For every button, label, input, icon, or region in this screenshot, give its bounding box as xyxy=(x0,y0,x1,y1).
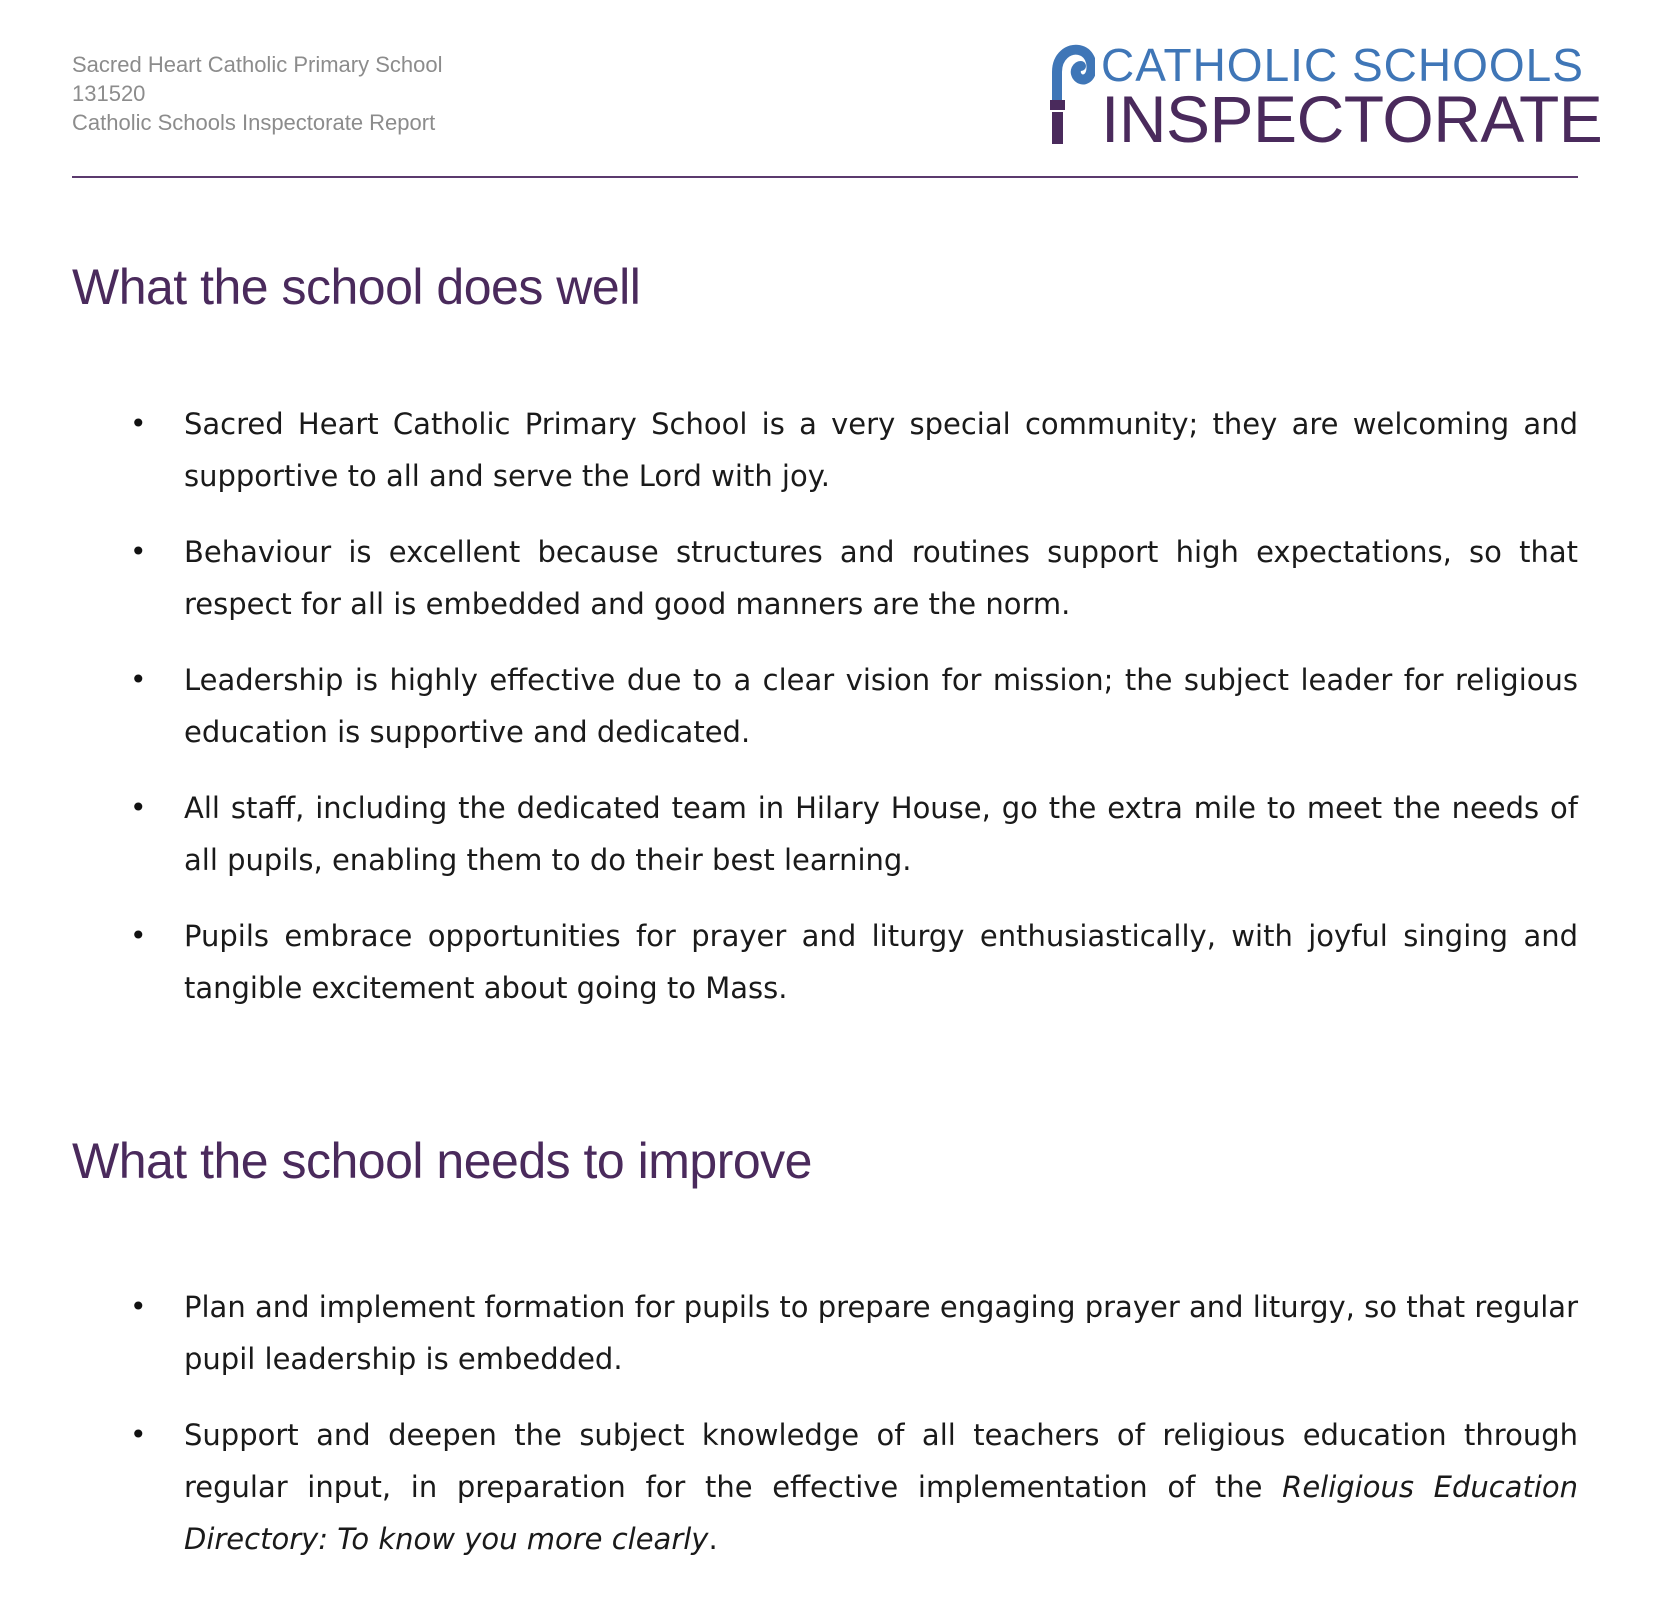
list-item xyxy=(115,910,1578,1014)
school-name: Sacred Heart Catholic Primary School xyxy=(72,52,443,77)
list-item xyxy=(115,398,1578,502)
list-item-text: Behaviour is excellent because structures and routines support high expectations, so that respect for all is embedded and good manners are the norm. xyxy=(184,535,1578,621)
bullet-icon: • xyxy=(130,791,147,824)
list-item-text: Support and deepen the subject knowledge of all teachers of religious education through regular input, in preparation for the effective implementation of the xyxy=(184,1418,1578,1504)
list-item-text: Pupils embrace opportunities for prayer and liturgy enthusiastically, with joyful singing and tangible excitement about going to Mass. xyxy=(184,919,1578,1005)
report-type: Catholic Schools Inspectorate Report xyxy=(72,110,436,135)
bullet-icon: • xyxy=(130,1290,147,1323)
list-item xyxy=(115,782,1578,886)
logo-line-inspectorate: INSPECTORATE xyxy=(1101,82,1603,156)
list-item xyxy=(115,1281,1578,1385)
list-item-suffix: . xyxy=(708,1522,718,1556)
list-item xyxy=(115,526,1578,630)
does-well-list xyxy=(115,398,1578,1038)
header-divider xyxy=(72,176,1578,178)
school-number: 131520 xyxy=(72,81,146,106)
directory-title: Religious Education Directory: To know you more clearly xyxy=(184,1470,1578,1556)
header-meta xyxy=(72,50,442,137)
bullet-icon: • xyxy=(130,919,147,952)
list-item xyxy=(115,654,1578,758)
list-item-text: Leadership is highly effective due to a clear vision for mission; the subject leader for religious education is supportive and dedicated. xyxy=(184,663,1578,749)
needs-improve-list xyxy=(115,1281,1578,1589)
bullet-icon: • xyxy=(130,1418,147,1451)
bullet-icon: • xyxy=(130,407,147,440)
list-item-text: All staff, including the dedicated team in Hilary House, go the extra mile to meet the needs of all pupils, enabling them to do their best learning. xyxy=(184,791,1578,877)
list-item xyxy=(115,1409,1578,1565)
list-item-text: Sacred Heart Catholic Primary School is a very special community; they are welcoming and supportive to all and serve the Lord with joy. xyxy=(184,407,1578,493)
logo-line-catholic-schools: CATHOLIC SCHOOLS xyxy=(1101,39,1584,91)
heading-does-well: What the school does well xyxy=(72,259,641,315)
bullet-icon: • xyxy=(130,663,147,696)
heading-needs-improve: What the school needs to improve xyxy=(72,1133,812,1189)
csi-logo xyxy=(1035,38,1603,156)
crozier-icon xyxy=(1035,42,1095,146)
bullet-icon: • xyxy=(130,535,147,568)
list-item-text: Plan and implement formation for pupils to prepare engaging prayer and liturgy, so that regular pupil leadership is embedded. xyxy=(184,1290,1578,1376)
